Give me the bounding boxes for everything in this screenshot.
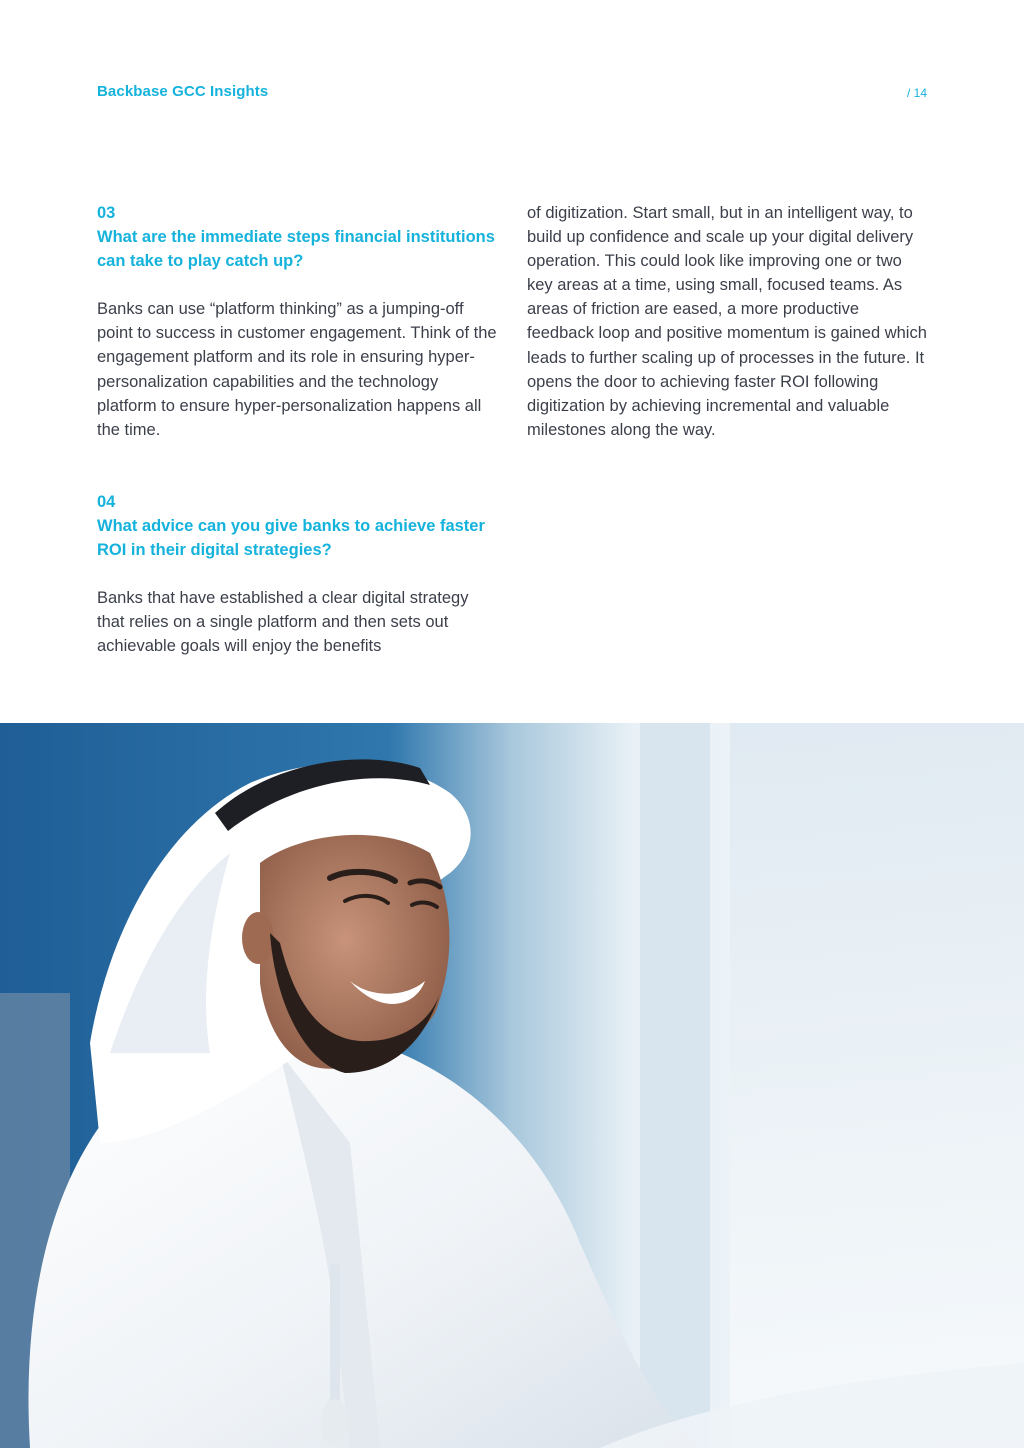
page-number: / 14: [906, 86, 927, 100]
section-03: [97, 201, 497, 442]
section-number: 03: [97, 204, 116, 222]
left-column: [97, 201, 497, 658]
section-04: [97, 490, 497, 659]
section-question: What advice can you give banks to achieve faster ROI in their digital strategies?: [97, 516, 485, 560]
right-column: [527, 201, 927, 442]
hero-photo: [0, 723, 1024, 1448]
continued-answer: of digitization. Start small, but in an intelligent way, to build up confidence and scale up your digital delivery operation. This could look like improving one or two key areas at a time, using small, focused teams. As areas of friction are eased, a more productive feedback loop and positive momentum is gained which leads to further scaling up of processes in the future. It opens the door to achieving faster ROI following digitization by achieving incremental and valuable milestones along the way.: [527, 204, 927, 439]
section-answer: Banks that have established a clear digital strategy that relies on a single platform and then sets out achievable goals will enjoy the benefits: [97, 589, 469, 656]
section-answer: Banks can use “platform thinking” as a jumping-off point to success in customer engagement. Think of the engagement platform and its role in ensuring hyper-personalization capabilities and the technology platform to ensure hyper-personalization happens all the time.: [97, 300, 497, 439]
section-number: 04: [97, 492, 116, 511]
section-question: What are the immediate steps financial institutions can take to play catch up?: [97, 228, 495, 271]
header-title: Backbase GCC Insights: [97, 83, 269, 100]
